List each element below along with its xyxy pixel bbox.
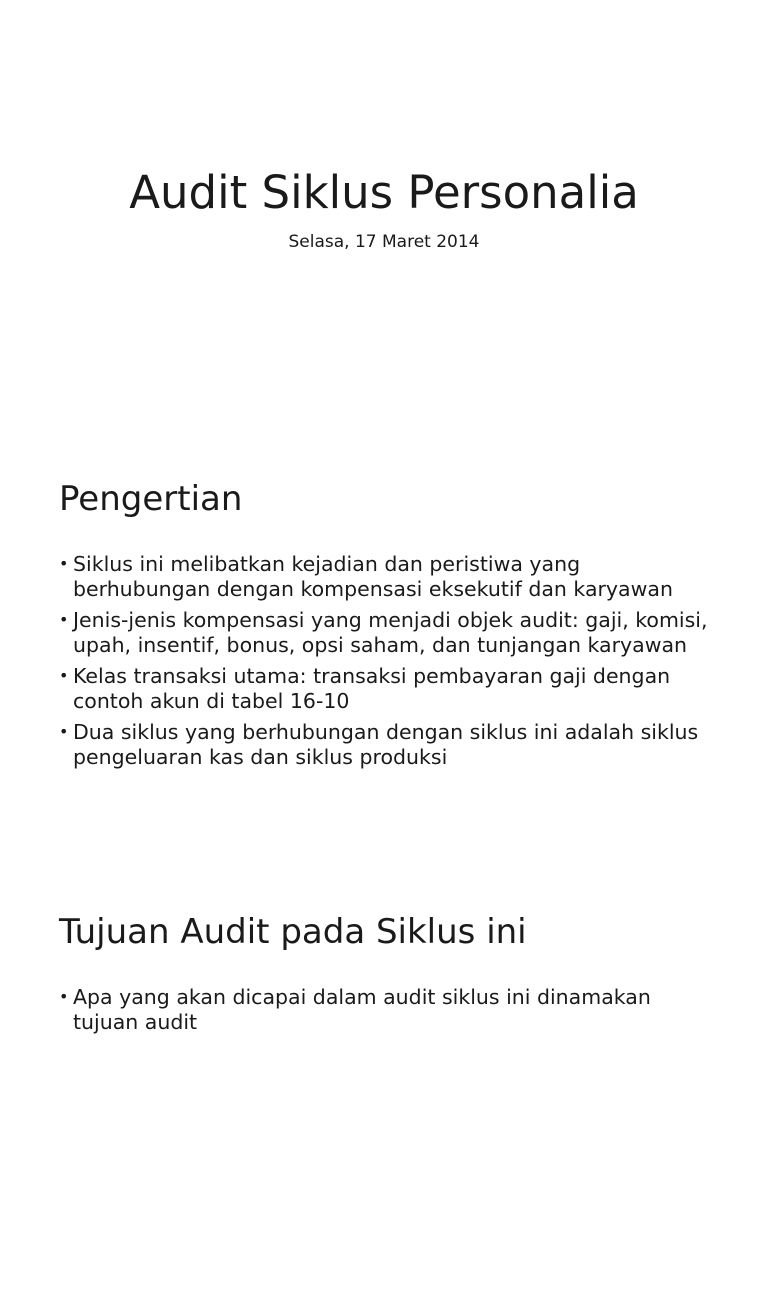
bullet-item (59, 985, 709, 1034)
bullet-text: Kelas transaksi utama: transaksi pembayaran gaji dengan contoh akun di tabel 16-10 (73, 664, 671, 713)
bullet-text: Siklus ini melibatkan kejadian dan peristiwa yang berhubungan dengan kompensasi eksekutif dan karyawan (73, 552, 673, 601)
slide-pengertian (0, 432, 768, 864)
presentation-title: Audit Siklus Personalia (129, 166, 639, 219)
bullet-text: Apa yang akan dicapai dalam audit siklus ini dinamakan tujuan audit (73, 985, 651, 1034)
bullet-icon: • (59, 610, 69, 629)
bullet-icon: • (59, 722, 69, 741)
bullet-item (59, 552, 709, 601)
bullet-icon: • (59, 554, 69, 573)
slide-heading: Pengertian (59, 479, 243, 519)
bullet-list (59, 985, 709, 1041)
bullet-list (59, 552, 709, 776)
slide-tujuan-audit (0, 864, 768, 1296)
bullet-text: Dua siklus yang berhubungan dengan siklus ini adalah siklus pengeluaran kas dan siklus produksi (73, 720, 699, 769)
bullet-text: Jenis-jenis kompensasi yang menjadi objek audit: gaji, komisi, upah, insentif, bonus, opsi saham, dan tunjangan karyawan (73, 608, 708, 657)
bullet-item (59, 608, 709, 657)
bullet-icon: • (59, 987, 69, 1006)
bullet-item (59, 720, 709, 769)
bullet-item (59, 664, 709, 713)
bullet-icon: • (59, 666, 69, 685)
title-slide (0, 0, 768, 432)
slide-heading: Tujuan Audit pada Siklus ini (59, 912, 527, 952)
presentation-date: Selasa, 17 Maret 2014 (288, 232, 480, 252)
